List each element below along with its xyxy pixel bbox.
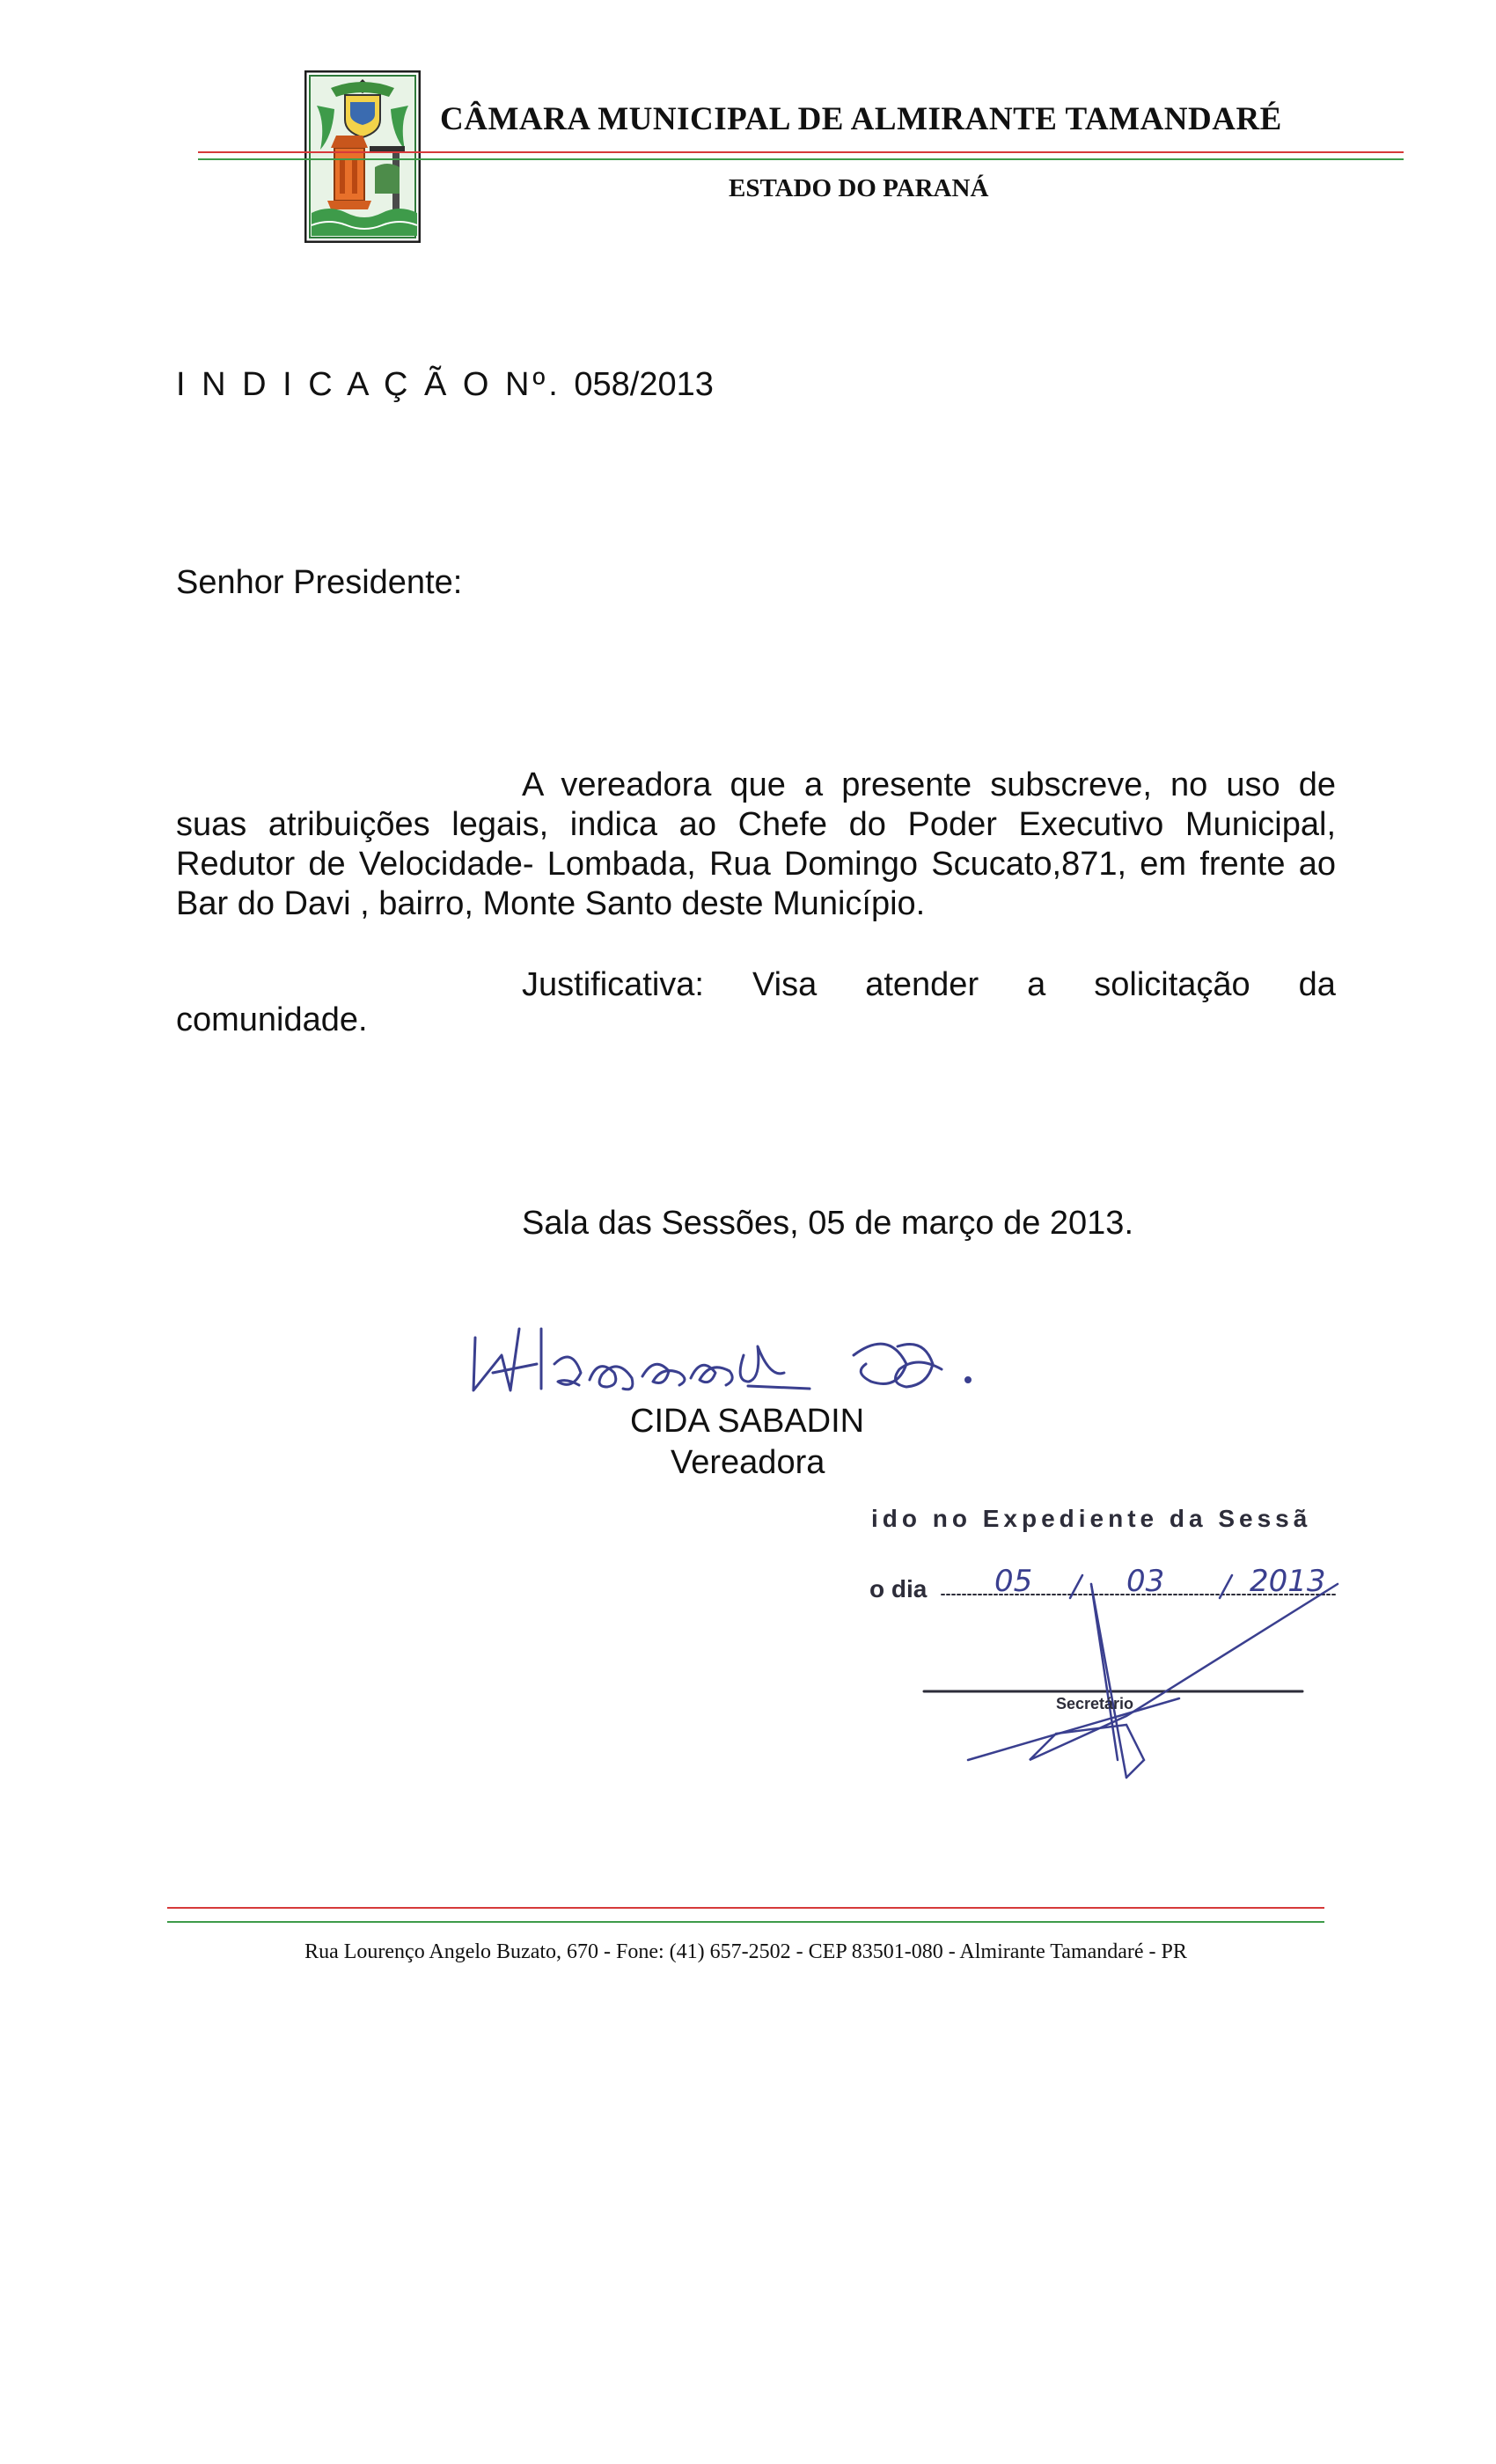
body-paragraph (176, 766, 1336, 924)
justification-word: Justificativa: (522, 966, 704, 1003)
stamp-month: 03 (1126, 1564, 1165, 1599)
footer-address: Rua Lourenço Angelo Buzato, 670 - Fone: (41) 657-2502 - CEP 83501-080 - Almirante Tamandaré - PR (304, 1940, 1187, 1963)
state-name: ESTADO DO PARANÁ (729, 174, 989, 202)
justification-word: Visa (752, 966, 818, 1003)
body-text: A vereadora que a presente subscreve, no uso de suas atribuições legais, indica ao Chefe do Poder Executivo Municipal, Redutor de Velocidade- Lombada, Rua Domingo Scucato,871, em frente ao Bar do Davi , bairro, Monte Santo deste Município. (176, 766, 1336, 922)
stamp-day-prefix: o dia (869, 1575, 928, 1602)
header-rule-red (198, 151, 1404, 153)
document-title (176, 365, 714, 405)
footer-rule-green (167, 1921, 1324, 1923)
document-title-prefix: I N D I C A Ç Ã O Nº. (176, 366, 561, 403)
handwritten-signature (458, 1302, 1021, 1408)
stamp-line-1: ido no Expediente da Sessã (871, 1505, 1312, 1532)
justification-word: atender (865, 966, 979, 1003)
justification-continuation: comunidade. (176, 1001, 368, 1038)
signer-role: Vereadora (671, 1444, 825, 1481)
coat-of-arms-icon (304, 70, 421, 243)
footer-rule-red (167, 1907, 1324, 1909)
receipt-stamp-marks (862, 1558, 1355, 1786)
stamp-seal-word: Secretário (1056, 1695, 1134, 1712)
justification-word: solicitação (1094, 966, 1250, 1003)
place-date: Sala das Sessões, 05 de março de 2013. (522, 1205, 1134, 1242)
stamp-year: 2013 (1250, 1564, 1326, 1599)
header-rule-green (198, 158, 1404, 160)
institution-name: CÂMARA MUNICIPAL DE ALMIRANTE TAMANDARÉ (440, 101, 1282, 137)
justification-line (522, 965, 1336, 1005)
stamp-day: 05 (994, 1564, 1033, 1599)
signer-name: CIDA SABADIN (630, 1403, 865, 1440)
salutation: Senhor Presidente: (176, 564, 463, 601)
document-number: 058/2013 (574, 366, 714, 403)
justification-word: da (1298, 966, 1336, 1003)
justification-word: a (1027, 966, 1046, 1003)
